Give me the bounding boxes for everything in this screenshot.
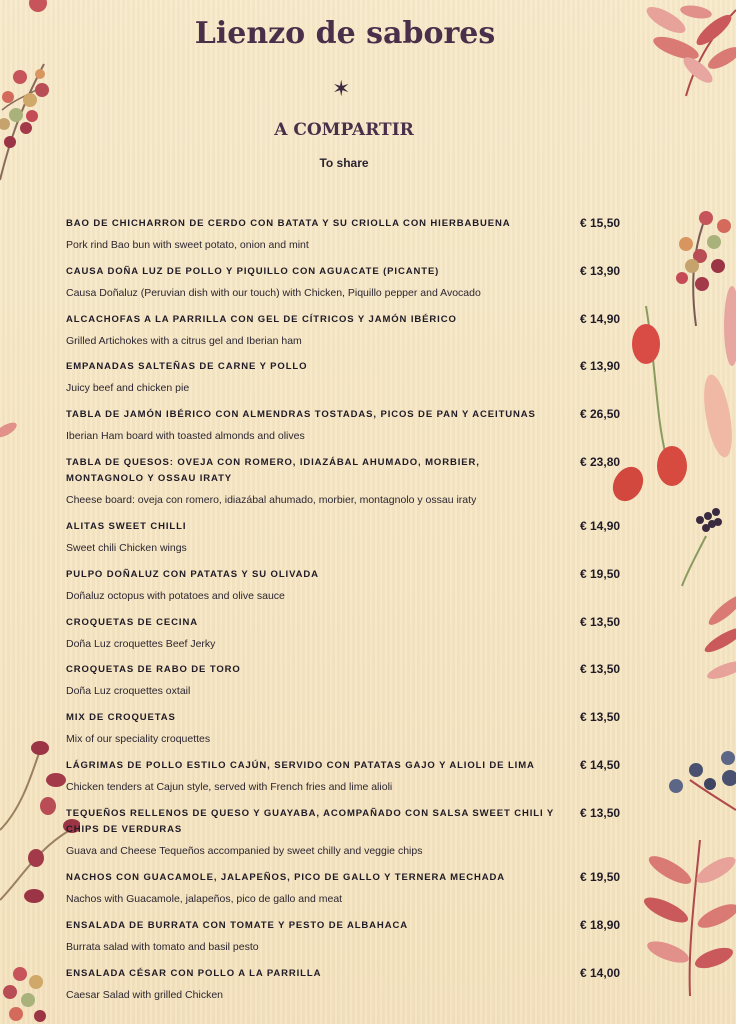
menu-item <box>66 758 626 794</box>
menu-item-name: EMPANADAS SALTEÑAS DE CARNE Y POLLO <box>66 361 308 372</box>
menu-item-price: € 14,00 <box>580 966 621 980</box>
menu-item-name: ALITAS SWEET CHILLI <box>66 521 187 532</box>
menu-item-name: ENSALADA CÉSAR CON POLLO A LA PARRILLA <box>66 968 322 979</box>
menu-item-description: Iberian Ham board with toasted almonds and olives <box>66 430 305 442</box>
menu-item-description: Doñaluz octopus with potatoes and olive sauce <box>66 590 285 602</box>
menu-item-price: € 13,90 <box>580 359 621 373</box>
menu-item <box>66 519 626 555</box>
menu-item <box>66 918 626 954</box>
menu-item-price: € 13,50 <box>580 615 621 629</box>
menu-item <box>66 312 626 348</box>
menu-item-description: Causa Doñaluz (Peruvian dish with our touch) with Chicken, Piquillo pepper and Avocado <box>66 287 481 299</box>
menu-item <box>66 407 626 443</box>
menu-item-price: € 19,50 <box>580 567 621 581</box>
menu-item-description: Burrata salad with tomato and basil pesto <box>66 941 259 953</box>
menu-item-description: Mix of our speciality croquettes <box>66 733 211 745</box>
menu-item-name: CROQUETAS DE RABO DE TORO <box>66 664 241 675</box>
menu-item <box>66 870 626 906</box>
menu-item-name: LÁGRIMAS DE POLLO ESTILO CAJÚN, SERVIDO CON PATATAS GAJO Y ALIOLI DE LIMA <box>66 760 535 771</box>
menu-item-price: € 26,50 <box>580 407 621 421</box>
menu-item-price: € 14,90 <box>580 312 621 326</box>
menu-item-name: TABLA DE JAMÓN IBÉRICO CON ALMENDRAS TOSTADAS, PICOS DE PAN Y ACEITUNAS <box>66 409 536 420</box>
menu-item-description: Guava and Cheese Tequeños accompanied by sweet chilly and veggie chips <box>66 845 423 857</box>
menu-item-price: € 13,50 <box>580 662 621 676</box>
section-title: A COMPARTIR <box>274 120 414 140</box>
menu-item <box>66 216 626 252</box>
menu-item-description: Caesar Salad with grilled Chicken <box>66 989 223 1001</box>
menu-item-name: ENSALADA DE BURRATA CON TOMATE Y PESTO DE ALBAHACA <box>66 920 408 931</box>
menu-item-price: € 13,50 <box>580 806 621 820</box>
menu-item-description: Sweet chili Chicken wings <box>66 542 187 554</box>
menu-item-description: Nachos with Guacamole, jalapeños, pico de gallo and meat <box>66 893 343 905</box>
menu-item-price: € 23,80 <box>580 455 621 469</box>
menu-item-name: MIX DE CROQUETAS <box>66 712 176 723</box>
menu-title: Lienzo de sabores <box>194 16 496 51</box>
menu-item-name: PULPO DOÑALUZ CON PATATAS Y SU OLIVADA <box>66 569 319 580</box>
menu-item-price: € 15,50 <box>580 216 621 230</box>
star-divider-icon: ✶ <box>332 76 351 101</box>
menu-item <box>66 359 626 395</box>
autumn-leaves-bottom-right-illustration <box>640 830 736 1000</box>
menu-item <box>66 264 626 300</box>
menu-item-name: ALCACHOFAS A LA PARRILLA CON GEL DE CÍTRICOS Y JAMÓN IBÉRICO <box>66 314 457 325</box>
menu-item-name: NACHOS CON GUACAMOLE, JALAPEÑOS, PICO DE GALLO Y TERNERA MECHADA <box>66 872 506 883</box>
menu-item-description: Doña Luz croquettes oxtail <box>66 685 191 697</box>
menu-item-name: TEQUEÑOS RELLENOS DE QUESO Y GUAYABA, ACOMPAÑADO CON SALSA SWEET CHILI Y CHIPS DE VERDURAS <box>66 808 554 835</box>
menu-item-description: Grilled Artichokes with a citrus gel and Iberian ham <box>66 335 302 347</box>
menu-item-price: € 14,90 <box>580 519 621 533</box>
menu-item <box>66 710 626 746</box>
menu-item-description: Pork rind Bao bun with sweet potato, onion and mint <box>66 239 309 251</box>
leaf-left-edge-illustration <box>0 418 20 442</box>
menu-item-name: TABLA DE QUESOS: OVEJA CON ROMERO, IDIAZÁBAL AHUMADO, MORBIER, MONTAGNOLO Y OSSAU IRATY <box>66 457 480 484</box>
menu-item-name: CROQUETAS DE CECINA <box>66 617 198 628</box>
menu-item-description: Doña Luz croquettes Beef Jerky <box>66 638 216 650</box>
menu-item <box>66 966 626 1002</box>
menu-item-description: Juicy beef and chicken pie <box>66 382 190 394</box>
menu-item-name: CAUSA DOÑA LUZ DE POLLO Y PIQUILLO CON AGUACATE (PICANTE) <box>66 266 440 277</box>
menu-item-price: € 18,90 <box>580 918 621 932</box>
menu-item <box>66 662 626 698</box>
menu-item <box>66 615 626 651</box>
menu-item-price: € 13,90 <box>580 264 621 278</box>
menu-item-price: € 14,50 <box>580 758 621 772</box>
leaves-mid-right-illustration <box>696 590 736 700</box>
menu-item-price: € 19,50 <box>580 870 621 884</box>
section-subtitle: To share <box>319 156 369 170</box>
berry-branch-bottom-corner-illustration <box>0 958 60 1024</box>
menu-item <box>66 567 626 603</box>
menu-item <box>66 455 626 507</box>
menu-item-name: BAO DE CHICHARRON DE CERDO CON BATATA Y SU CRIOLLA CON HIERBABUENA <box>66 218 511 229</box>
menu-item <box>66 806 626 858</box>
menu-item-description: Chicken tenders at Cajun style, served with French fries and lime alioli <box>66 781 393 793</box>
menu-item-price: € 13,50 <box>580 710 621 724</box>
menu-item-description: Cheese board: oveja con romero, idiazábal ahumado, morbier, montagnolo y ossau iraty <box>66 494 477 506</box>
